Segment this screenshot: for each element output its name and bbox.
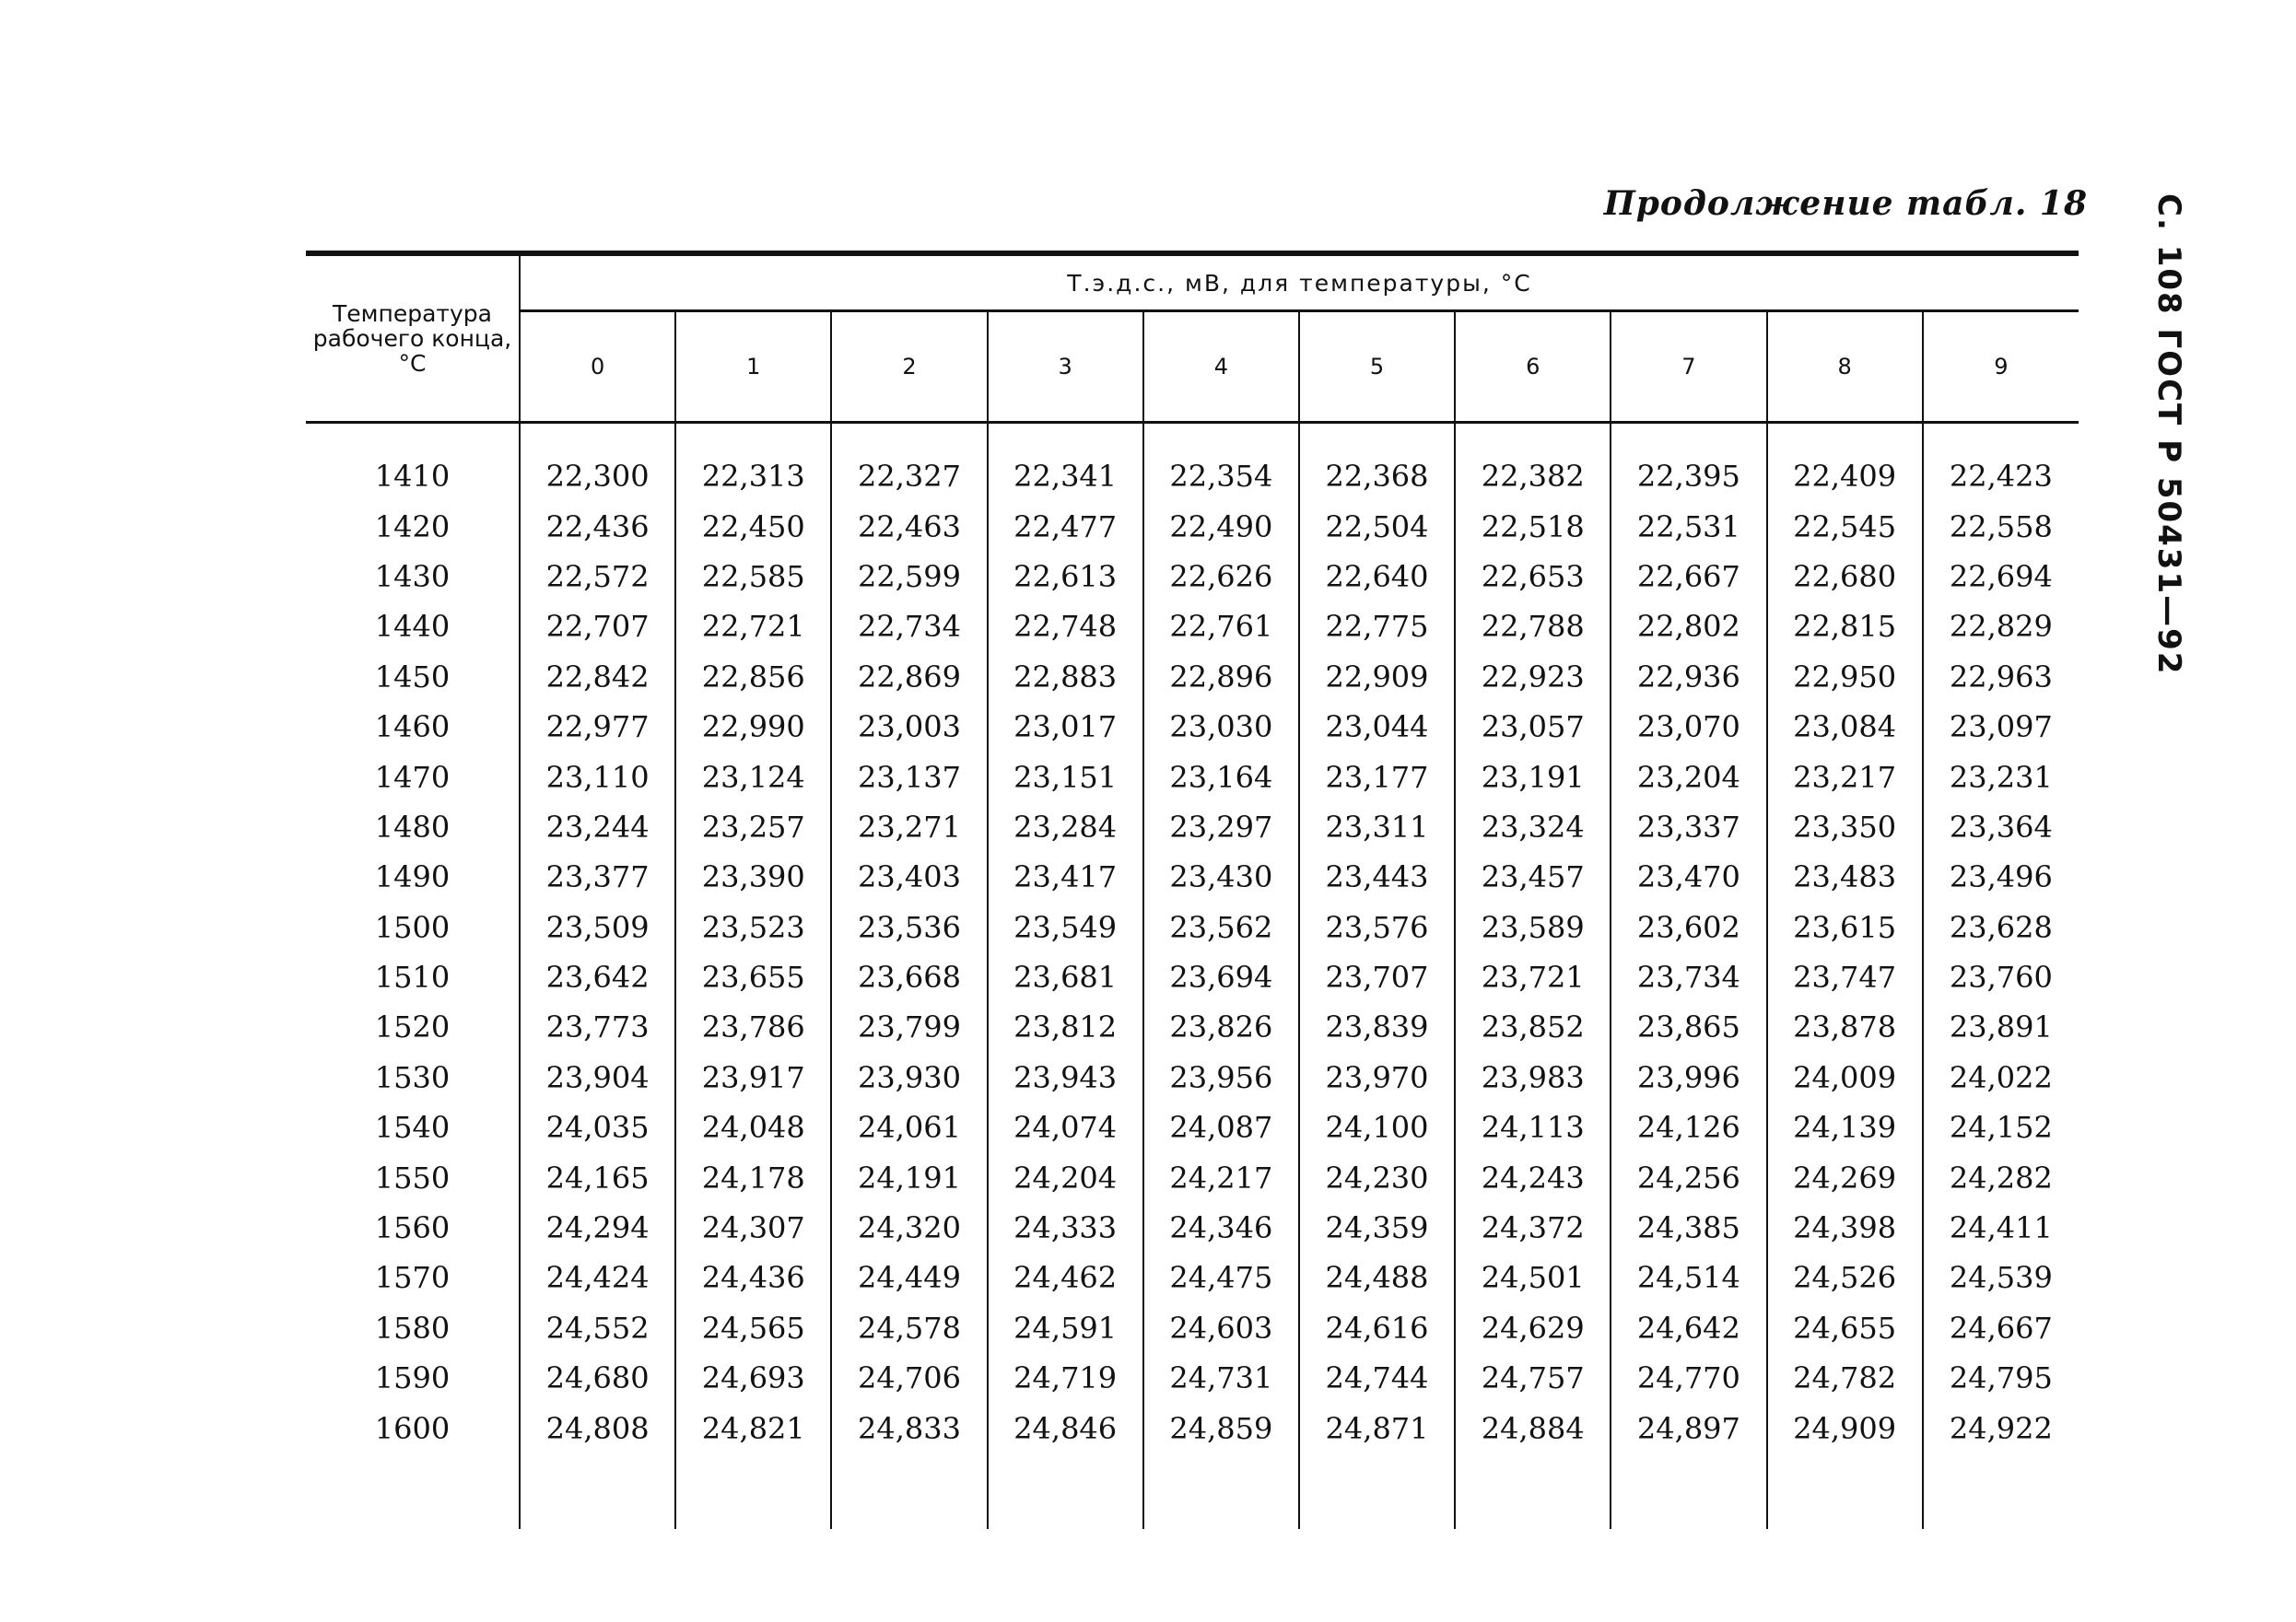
value-cell: 23,377 — [520, 852, 675, 902]
value-cell: 22,761 — [1143, 601, 1299, 651]
value-cell: 24,256 — [1611, 1152, 1766, 1202]
value-cell: 24,294 — [520, 1203, 675, 1253]
value-cell: 24,359 — [1299, 1203, 1455, 1253]
value-cell: 23,337 — [1611, 802, 1766, 852]
value-cell: 24,909 — [1767, 1403, 1923, 1453]
value-cell: 22,599 — [831, 552, 987, 601]
value-cell: 23,057 — [1455, 702, 1611, 752]
temperature-cell: 1600 — [306, 1403, 520, 1453]
spacer-cell — [520, 1453, 675, 1529]
value-cell: 23,773 — [520, 1002, 675, 1052]
spacer-cell — [988, 1453, 1143, 1529]
table-row — [306, 451, 2079, 501]
value-cell: 24,884 — [1455, 1403, 1611, 1453]
value-cell: 23,536 — [831, 903, 987, 952]
value-cell: 23,760 — [1949, 960, 2053, 996]
table-row — [306, 1152, 2079, 1202]
value-cell: 24,061 — [831, 1103, 987, 1152]
spacer-cell — [1923, 1453, 2079, 1529]
temperature-cell: 1540 — [306, 1103, 520, 1152]
value-cell: 23,044 — [1299, 702, 1455, 752]
value-cell: 22,409 — [1767, 451, 1923, 501]
value-cell: 22,463 — [831, 501, 987, 551]
value-cell: 24,629 — [1455, 1303, 1611, 1353]
value-cell: 23,615 — [1767, 903, 1923, 952]
value-cell: 22,531 — [1611, 501, 1766, 551]
value-cell: 22,950 — [1767, 652, 1923, 702]
value-cell: 22,963 — [1949, 659, 2053, 694]
value-cell: 23,364 — [1949, 809, 2053, 845]
value-cell: 24,693 — [675, 1353, 831, 1403]
value-cell: 23,164 — [1143, 752, 1299, 801]
value-cell: 24,526 — [1767, 1253, 1923, 1302]
value-cell: 24,731 — [1143, 1353, 1299, 1403]
spacer-cell — [1455, 423, 1611, 452]
value-cell: 24,449 — [831, 1253, 987, 1302]
value-cell: 23,443 — [1299, 852, 1455, 902]
value-cell: 23,403 — [831, 852, 987, 902]
temperature-cell: 1530 — [306, 1053, 520, 1103]
value-cell: 23,970 — [1299, 1053, 1455, 1103]
value-cell: 23,852 — [1455, 1002, 1611, 1052]
spacer-cell — [1611, 423, 1766, 452]
value-cell: 23,943 — [988, 1053, 1143, 1103]
value-cell: 23,983 — [1455, 1053, 1611, 1103]
value-cell: 23,747 — [1767, 952, 1923, 1002]
spacer-cell — [306, 423, 520, 452]
table-caption: Продолжение табл. 18 — [1603, 184, 2088, 223]
temperature-cell: 1580 — [306, 1303, 520, 1353]
value-cell: 24,706 — [831, 1353, 987, 1403]
value-cell: 24,307 — [675, 1203, 831, 1253]
page-number-label: С. 108 ГОСТ Р 50431—92 — [2150, 193, 2187, 676]
value-cell: 24,139 — [1767, 1103, 1923, 1152]
value-cell: 23,271 — [831, 802, 987, 852]
value-cell: 22,667 — [1611, 552, 1766, 601]
value-cell: 23,030 — [1143, 702, 1299, 752]
value-cell: 24,165 — [520, 1152, 675, 1202]
value-cell: 22,477 — [988, 501, 1143, 551]
value-cell: 24,074 — [988, 1103, 1143, 1152]
value-cell: 22,341 — [988, 451, 1143, 501]
value-cell: 22,802 — [1611, 601, 1766, 651]
value-cell: 23,137 — [831, 752, 987, 801]
value-cell: 22,504 — [1299, 501, 1455, 551]
value-cell: 24,565 — [675, 1303, 831, 1353]
value-cell: 22,653 — [1455, 552, 1611, 601]
value-cell: 24,501 — [1455, 1253, 1611, 1302]
value-cell: 23,003 — [831, 702, 987, 752]
value-cell: 23,191 — [1455, 752, 1611, 801]
table-row — [306, 1303, 2079, 1353]
value-cell: 24,346 — [1143, 1203, 1299, 1253]
column-header: 9 — [1923, 311, 2079, 423]
value-cell: 23,891 — [1949, 1009, 2053, 1045]
value-cell: 24,578 — [831, 1303, 987, 1353]
value-cell: 22,707 — [520, 601, 675, 651]
table-row — [306, 802, 2079, 852]
value-cell: 23,470 — [1611, 852, 1766, 902]
value-cell: 24,372 — [1455, 1203, 1611, 1253]
value-cell: 24,230 — [1299, 1152, 1455, 1202]
value-cell: 23,562 — [1143, 903, 1299, 952]
value-cell: 22,572 — [520, 552, 675, 601]
value-cell: 23,956 — [1143, 1053, 1299, 1103]
value-cell: 22,829 — [1949, 609, 2053, 645]
value-cell: 24,846 — [988, 1403, 1143, 1453]
value-cell: 22,436 — [520, 501, 675, 551]
value-cell: 23,812 — [988, 1002, 1143, 1052]
value-cell: 22,626 — [1143, 552, 1299, 601]
table-row — [306, 1203, 2079, 1253]
value-cell: 24,035 — [520, 1103, 675, 1152]
value-cell: 22,909 — [1299, 652, 1455, 702]
value-cell: 23,589 — [1455, 903, 1611, 952]
emf-table — [306, 251, 2079, 1529]
temperature-cell: 1560 — [306, 1203, 520, 1253]
temperature-cell: 1520 — [306, 1002, 520, 1052]
value-cell: 24,539 — [1949, 1260, 2053, 1296]
temperature-cell: 1590 — [306, 1353, 520, 1403]
value-cell: 22,748 — [988, 601, 1143, 651]
table-row — [306, 1103, 2079, 1152]
value-cell: 23,642 — [520, 952, 675, 1002]
value-cell: 23,110 — [520, 752, 675, 801]
table-row — [306, 1253, 2079, 1302]
value-cell: 24,126 — [1611, 1103, 1766, 1152]
value-cell: 24,603 — [1143, 1303, 1299, 1353]
table-row — [306, 1403, 2079, 1453]
value-cell: 23,930 — [831, 1053, 987, 1103]
value-cell: 24,552 — [520, 1303, 675, 1353]
value-cell: 23,417 — [988, 852, 1143, 902]
spacer-cell — [1611, 1453, 1766, 1529]
value-cell: 24,113 — [1455, 1103, 1611, 1152]
value-cell: 24,514 — [1611, 1253, 1766, 1302]
value-cell: 23,204 — [1611, 752, 1766, 801]
spacer-row — [306, 1453, 2079, 1529]
value-cell: 23,017 — [988, 702, 1143, 752]
value-cell: 24,833 — [831, 1403, 987, 1453]
value-cell: 24,282 — [1949, 1160, 2053, 1196]
spacer-cell — [520, 423, 675, 452]
value-cell: 24,859 — [1143, 1403, 1299, 1453]
value-cell: 23,826 — [1143, 1002, 1299, 1052]
table-row — [306, 702, 2079, 752]
spacer-cell — [1767, 1453, 1923, 1529]
value-cell: 23,721 — [1455, 952, 1611, 1002]
value-cell: 24,333 — [988, 1203, 1143, 1253]
value-cell: 24,152 — [1949, 1110, 2053, 1146]
value-cell: 22,545 — [1767, 501, 1923, 551]
spacer-cell — [306, 1453, 520, 1529]
temperature-cell: 1510 — [306, 952, 520, 1002]
table-row — [306, 1053, 2079, 1103]
spacer-cell — [1923, 423, 2079, 452]
value-cell: 22,869 — [831, 652, 987, 702]
value-cell: 23,390 — [675, 852, 831, 902]
value-cell: 24,591 — [988, 1303, 1143, 1353]
value-cell: 24,922 — [1949, 1410, 2053, 1446]
value-cell: 24,719 — [988, 1353, 1143, 1403]
value-cell: 24,897 — [1611, 1403, 1766, 1453]
value-cell: 24,398 — [1767, 1203, 1923, 1253]
value-cell: 22,856 — [675, 652, 831, 702]
value-cell: 23,839 — [1299, 1002, 1455, 1052]
value-cell: 22,896 — [1143, 652, 1299, 702]
value-cell: 24,022 — [1949, 1059, 2053, 1095]
column-header: 0 — [520, 311, 675, 423]
value-cell: 23,284 — [988, 802, 1143, 852]
temperature-cell: 1430 — [306, 552, 520, 601]
value-cell: 24,436 — [675, 1253, 831, 1302]
value-cell: 23,694 — [1143, 952, 1299, 1002]
value-cell: 22,518 — [1455, 501, 1611, 551]
value-cell: 23,070 — [1611, 702, 1766, 752]
row-header: Температура рабочего конца, °С — [306, 253, 520, 423]
table-row — [306, 852, 2079, 902]
value-cell: 23,257 — [675, 802, 831, 852]
value-cell: 24,744 — [1299, 1353, 1455, 1403]
temperature-cell: 1490 — [306, 852, 520, 902]
value-cell: 22,680 — [1767, 552, 1923, 601]
value-cell: 23,509 — [520, 903, 675, 952]
temperature-cell: 1440 — [306, 601, 520, 651]
value-cell: 22,842 — [520, 652, 675, 702]
value-cell: 24,411 — [1949, 1210, 2053, 1246]
table-row — [306, 903, 2079, 952]
value-cell: 24,642 — [1611, 1303, 1766, 1353]
value-cell: 23,523 — [675, 903, 831, 952]
value-cell: 24,087 — [1143, 1103, 1299, 1152]
value-cell: 22,640 — [1299, 552, 1455, 601]
value-cell: 24,821 — [675, 1403, 831, 1453]
value-cell: 24,770 — [1611, 1353, 1766, 1403]
value-cell: 23,496 — [1949, 859, 2053, 895]
temperature-cell: 1420 — [306, 501, 520, 551]
value-cell: 24,191 — [831, 1152, 987, 1202]
value-cell: 24,757 — [1455, 1353, 1611, 1403]
value-cell: 24,320 — [831, 1203, 987, 1253]
value-cell: 23,231 — [1949, 759, 2053, 795]
value-cell: 23,681 — [988, 952, 1143, 1002]
value-cell: 22,694 — [1949, 558, 2053, 594]
spacer-cell — [675, 1453, 831, 1529]
value-cell: 22,721 — [675, 601, 831, 651]
spacer-cell — [1143, 1453, 1299, 1529]
temperature-cell: 1480 — [306, 802, 520, 852]
spacer-cell — [1299, 423, 1455, 452]
value-cell: 22,585 — [675, 552, 831, 601]
value-cell: 22,815 — [1767, 601, 1923, 651]
group-header: Т.э.д.с., мВ, для температуры, °С — [520, 253, 2079, 311]
value-cell: 22,313 — [675, 451, 831, 501]
value-cell: 24,424 — [520, 1253, 675, 1302]
column-header: 6 — [1455, 311, 1611, 423]
value-cell: 23,217 — [1767, 752, 1923, 801]
temperature-cell: 1500 — [306, 903, 520, 952]
value-cell: 22,990 — [675, 702, 831, 752]
value-cell: 23,628 — [1949, 909, 2053, 945]
value-cell: 22,395 — [1611, 451, 1766, 501]
table-row — [306, 652, 2079, 702]
value-cell: 23,668 — [831, 952, 987, 1002]
value-cell: 24,048 — [675, 1103, 831, 1152]
column-header-row — [306, 311, 2079, 423]
temperature-cell: 1450 — [306, 652, 520, 702]
spacer-row — [306, 423, 2079, 452]
value-cell: 22,775 — [1299, 601, 1455, 651]
value-cell: 23,549 — [988, 903, 1143, 952]
value-cell: 23,904 — [520, 1053, 675, 1103]
table-row — [306, 552, 2079, 601]
value-cell: 22,490 — [1143, 501, 1299, 551]
column-header: 4 — [1143, 311, 1299, 423]
table-row — [306, 601, 2079, 651]
value-cell: 23,602 — [1611, 903, 1766, 952]
value-cell: 24,100 — [1299, 1103, 1455, 1152]
value-cell: 24,488 — [1299, 1253, 1455, 1302]
value-cell: 22,734 — [831, 601, 987, 651]
value-cell: 23,350 — [1767, 802, 1923, 852]
value-cell: 24,462 — [988, 1253, 1143, 1302]
value-cell: 24,204 — [988, 1152, 1143, 1202]
value-cell: 22,368 — [1299, 451, 1455, 501]
column-header: 8 — [1767, 311, 1923, 423]
table-row — [306, 1353, 2079, 1403]
value-cell: 24,808 — [520, 1403, 675, 1453]
value-cell: 24,655 — [1767, 1303, 1923, 1353]
spacer-cell — [675, 423, 831, 452]
temperature-cell: 1460 — [306, 702, 520, 752]
value-cell: 22,977 — [520, 702, 675, 752]
value-cell: 24,217 — [1143, 1152, 1299, 1202]
value-cell: 24,009 — [1767, 1053, 1923, 1103]
value-cell: 24,680 — [520, 1353, 675, 1403]
value-cell: 23,311 — [1299, 802, 1455, 852]
table-body — [306, 423, 2079, 1529]
value-cell: 22,423 — [1949, 459, 2053, 495]
table-row — [306, 1002, 2079, 1052]
temperature-cell: 1470 — [306, 752, 520, 801]
value-cell: 24,782 — [1767, 1353, 1923, 1403]
value-cell: 23,996 — [1611, 1053, 1766, 1103]
value-cell: 23,865 — [1611, 1002, 1766, 1052]
column-header: 2 — [831, 311, 987, 423]
spacer-cell — [831, 423, 987, 452]
value-cell: 23,084 — [1767, 702, 1923, 752]
value-cell: 24,795 — [1949, 1360, 2053, 1396]
value-cell: 24,616 — [1299, 1303, 1455, 1353]
value-cell: 23,483 — [1767, 852, 1923, 902]
value-cell: 22,936 — [1611, 652, 1766, 702]
value-cell: 23,786 — [675, 1002, 831, 1052]
table-row — [306, 501, 2079, 551]
value-cell: 22,558 — [1949, 508, 2053, 544]
value-cell: 23,297 — [1143, 802, 1299, 852]
value-cell: 24,667 — [1949, 1310, 2053, 1346]
table-row — [306, 752, 2079, 801]
value-cell: 23,097 — [1949, 709, 2053, 745]
value-cell: 23,917 — [675, 1053, 831, 1103]
value-cell: 22,300 — [520, 451, 675, 501]
value-cell: 22,382 — [1455, 451, 1611, 501]
spacer-cell — [1299, 1453, 1455, 1529]
column-header: 3 — [988, 311, 1143, 423]
value-cell: 23,177 — [1299, 752, 1455, 801]
spacer-cell — [831, 1453, 987, 1529]
value-cell: 24,385 — [1611, 1203, 1766, 1253]
value-cell: 23,457 — [1455, 852, 1611, 902]
value-cell: 23,244 — [520, 802, 675, 852]
value-cell: 23,124 — [675, 752, 831, 801]
value-cell: 23,655 — [675, 952, 831, 1002]
value-cell: 24,178 — [675, 1152, 831, 1202]
value-cell: 23,576 — [1299, 903, 1455, 952]
value-cell: 22,923 — [1455, 652, 1611, 702]
column-header: 7 — [1611, 311, 1766, 423]
value-cell: 23,734 — [1611, 952, 1766, 1002]
spacer-cell — [1767, 423, 1923, 452]
value-cell: 22,788 — [1455, 601, 1611, 651]
column-header: 5 — [1299, 311, 1455, 423]
value-cell: 24,243 — [1455, 1152, 1611, 1202]
value-cell: 23,707 — [1299, 952, 1455, 1002]
spacer-cell — [988, 423, 1143, 452]
table-row — [306, 952, 2079, 1002]
spacer-cell — [1455, 1453, 1611, 1529]
column-header: 1 — [675, 311, 831, 423]
value-cell: 23,430 — [1143, 852, 1299, 902]
value-cell: 23,324 — [1455, 802, 1611, 852]
temperature-cell: 1570 — [306, 1253, 520, 1302]
value-cell: 22,613 — [988, 552, 1143, 601]
value-cell: 23,799 — [831, 1002, 987, 1052]
value-cell: 22,354 — [1143, 451, 1299, 501]
value-cell: 24,871 — [1299, 1403, 1455, 1453]
temperature-cell: 1550 — [306, 1152, 520, 1202]
value-cell: 23,878 — [1767, 1002, 1923, 1052]
value-cell: 23,151 — [988, 752, 1143, 801]
value-cell: 22,327 — [831, 451, 987, 501]
temperature-cell: 1410 — [306, 451, 520, 501]
value-cell: 24,475 — [1143, 1253, 1299, 1302]
value-cell: 22,450 — [675, 501, 831, 551]
value-cell: 24,269 — [1767, 1152, 1923, 1202]
spacer-cell — [1143, 423, 1299, 452]
value-cell: 22,883 — [988, 652, 1143, 702]
